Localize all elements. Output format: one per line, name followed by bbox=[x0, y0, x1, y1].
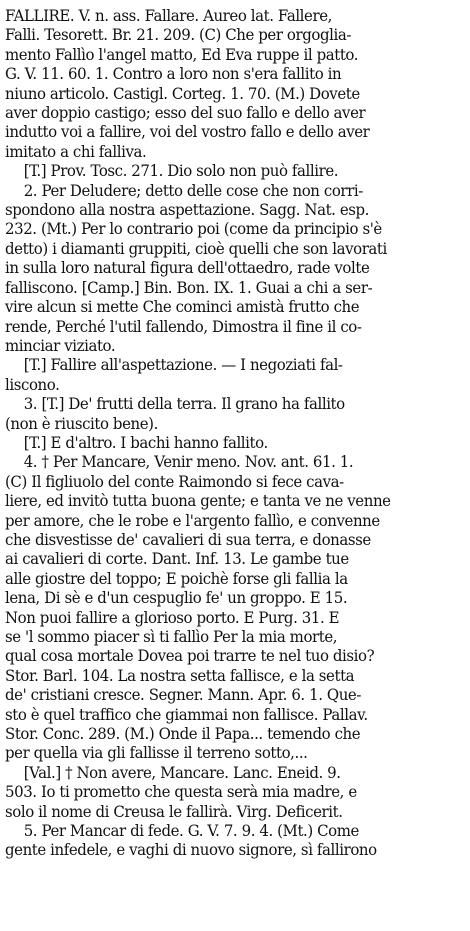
text-line: (non è riuscito bene). bbox=[5, 413, 158, 433]
text-line: sto è quel traffico che giammai non fallisce. Pallav. bbox=[5, 704, 368, 724]
text-line: gente infedele, e vaghi di nuovo signore, sì fallirono bbox=[5, 840, 377, 860]
text-line: G. V. 11. 60. 1. Contro a loro non s'era fallito in bbox=[5, 64, 342, 84]
text-line: detto) i diamanti gruppiti, cioè quelli che son lavorati bbox=[5, 238, 387, 258]
text-line: spondono alla nostra aspettazione. Sagg. Nat. esp. bbox=[5, 200, 370, 220]
text-line: alle giostre del toppo; E poichè forse gli fallia la bbox=[5, 568, 348, 588]
text-line: FALLIRE. V. n. ass. Fallare. Aureo lat. Fallere, bbox=[5, 6, 332, 25]
text-line: niuno articolo. Castigl. Corteg. 1. 70. (M.) Dovete bbox=[5, 83, 360, 103]
text-line: che disvestisse de' cavalieri di sua terra, e donasse bbox=[5, 529, 371, 549]
text-line: lena, Di sè e d'un cespuglio fe' un groppo. E 15. bbox=[5, 588, 348, 608]
text-line: ai cavalieri di corte. Dant. Inf. 13. Le gambe tue bbox=[5, 549, 349, 569]
text-line: minciar viziato. bbox=[5, 335, 116, 355]
text-line: per amore, che le robe e l'argento fallìo, e convenne bbox=[5, 510, 380, 530]
text-line: Falli. Tesorett. Br. 21. 209. (C) Che per orgoglia- bbox=[5, 25, 351, 45]
text-line: [T.] E d'altro. I bachi hanno fallito. bbox=[23, 432, 268, 452]
text-line: imitato a chi falliva. bbox=[5, 141, 147, 161]
text-line: Stor. Conc. 289. (M.) Onde il Papa... temendo che bbox=[5, 724, 361, 744]
text-line: 232. (Mt.) Per lo contrario poi (come da principio s'è bbox=[5, 219, 382, 239]
text-line: 3. [T.] De' frutti della terra. Il grano ha fallito bbox=[23, 394, 345, 414]
text-line: [T.] Fallire all'aspettazione. — I negoziati fal- bbox=[23, 355, 343, 375]
text-line: 503. Io ti prometto che questa serà mia madre, e bbox=[5, 782, 357, 802]
text-line: mento Fallìo l'angel matto, Ed Eva ruppe il patto. bbox=[5, 44, 359, 64]
text-line: falliscono. [Camp.] Bin. Bon. IX. 1. Guai a chi a ser- bbox=[5, 277, 373, 297]
text-line: [Val.] † Non avere, Mancare. Lanc. Eneid. 9. bbox=[23, 762, 341, 782]
text-line: liscono. bbox=[5, 374, 60, 394]
text-line: liere, ed invitò tutta buona gente; e tanta ve ne venne bbox=[5, 491, 391, 511]
text-line: per quella via gli fallisse il terreno sotto,... bbox=[5, 743, 308, 763]
text-line: (C) Il figliuolo del conte Raimondo si fece cava- bbox=[5, 471, 344, 491]
text-line: vire alcun si mette Che cominci amistà frutto che bbox=[5, 297, 360, 317]
text-line: 4. † Per Mancare, Venir meno. Nov. ant. 61. 1. bbox=[23, 452, 354, 472]
text-line: se 'l sommo piacer sì ti fallìo Per la mia morte, bbox=[5, 627, 338, 646]
text-line: Non puoi fallire a glorioso porto. E Purg. 31. E bbox=[5, 607, 340, 627]
dictionary-entry-fallire bbox=[5, 6, 460, 860]
text-line: aver doppio castigo; esso del suo fallo e dello aver bbox=[5, 103, 366, 123]
text-line: solo il nome di Creusa le fallirà. Virg. Deficerit. bbox=[5, 801, 343, 821]
text-line: 5. Per Mancar di fede. G. V. 7. 9. 4. (Mt.) Come bbox=[23, 821, 359, 841]
text-line: indutto voi a fallire, voi del vostro fallo e dello aver bbox=[5, 122, 370, 142]
text-line: de' cristiani cresce. Segner. Mann. Apr. 6. 1. Que- bbox=[5, 685, 362, 705]
text-line: [T.] Prov. Tosc. 271. Dio solo non può fallire. bbox=[23, 161, 339, 181]
text-line: 2. Per Deludere; detto delle cose che non corri- bbox=[23, 180, 363, 200]
text-line: in sulla loro natural figura dell'ottaedro, rade volte bbox=[5, 258, 370, 278]
text-line: qual cosa mortale Dovea poi trarre te nel tuo disio? bbox=[5, 646, 375, 666]
text-line: rende, Perché l'util fallendo, Dimostra il fine il co- bbox=[5, 316, 362, 336]
text-line: Stor. Barl. 104. La nostra setta fallisce, e la setta bbox=[5, 665, 355, 685]
